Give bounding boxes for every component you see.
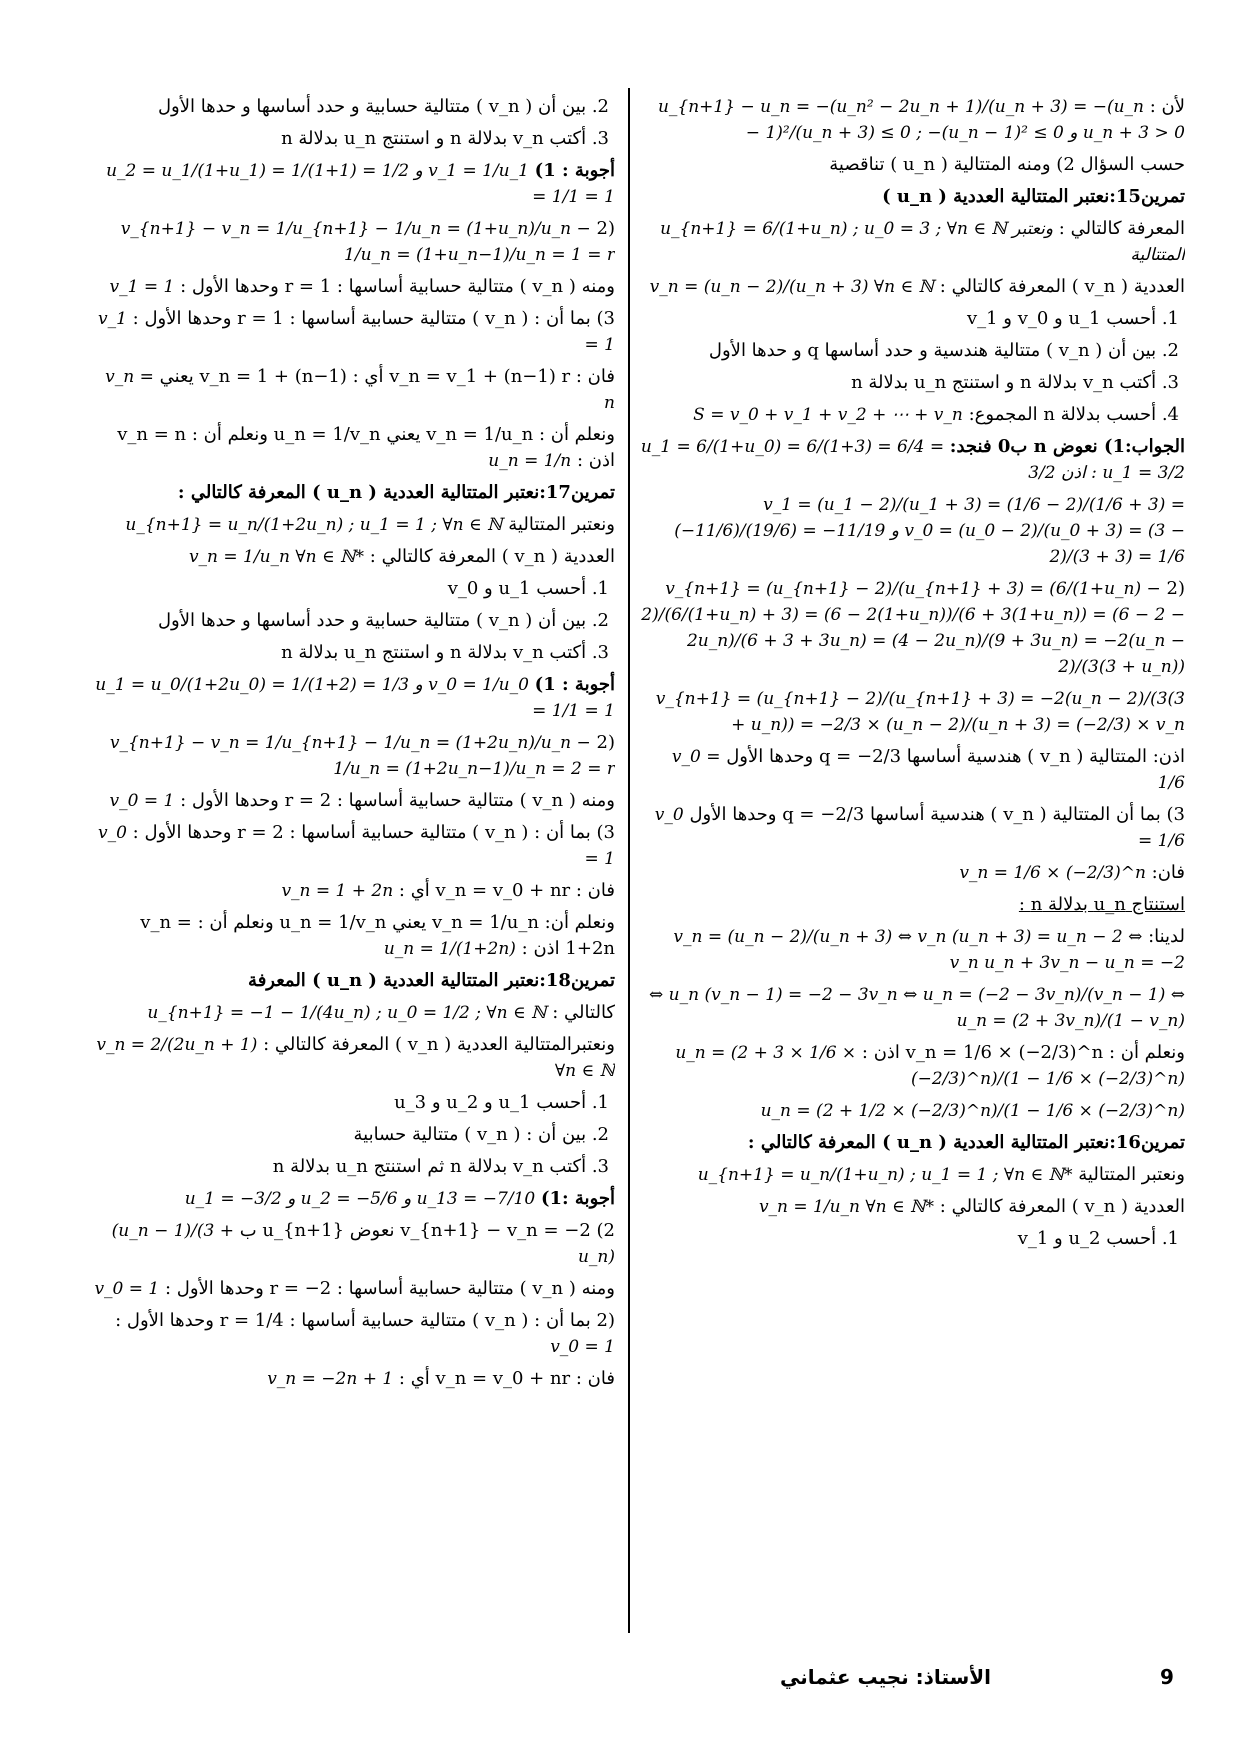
line-text: 1. أحسب u_1 و v_0 و v_1: [966, 308, 1179, 329]
formula: v_0 = 1/6: [671, 747, 1185, 793]
line-text: 2. بين أن ( v_n ) متتالية هندسية و حدد أساسها q و حدها الأول: [708, 340, 1179, 361]
line-text: 3) بما أن : ( v_n ) متتالية حسابية أساسها : r = 1 وحدها الأول :: [132, 308, 615, 329]
line-text: 3. أكتب v_n بدلالة n و استنتج u_n بدلالة n: [281, 642, 609, 663]
line-text: العددية ( v_n ) المعرفة كالتالي :: [939, 1196, 1185, 1217]
right-column-line: [640, 274, 1185, 300]
line-text: ومنه ( v_n ) متتالية حسابية أساسها : r = 2 وحدها الأول :: [180, 790, 615, 811]
right-column-line: [640, 216, 1185, 268]
line-text: ونعتبر المتتالية: [508, 514, 615, 535]
left-column-line: [90, 306, 615, 358]
right-column-line: [640, 1162, 1185, 1188]
line-text: تمرين16:نعتبر المتتالية العددية ( u_n ) المعرفة كالتالي :: [747, 1132, 1185, 1153]
formula: u_n = (2 + 1/2 × (−2/3)^n)/(1 − 1/6 × (−2/3)^n): [760, 1101, 1185, 1121]
formula: v_{n+1} − v_n = 1/u_{n+1} − 1/u_n = (1+u_n)/u_n − 1/u_n = (1+u_n−1)/u_n = 1 = r: [120, 219, 615, 265]
line-text: العددية ( v_n ) المعرفة كالتالي :: [369, 546, 615, 567]
line-text: حسب السؤال 2) ومنه المتتالية ( u_n ) تناقصية: [829, 154, 1185, 175]
left-column-line: [90, 820, 615, 872]
right-column-line: [640, 402, 1185, 428]
column-divider: [628, 88, 630, 1633]
line-text: 2) v_{n+1} − v_n = −2 نعوض u_{n+1} ب: [239, 1220, 615, 1241]
left-column-line: [90, 158, 615, 210]
formula: v_1 = (u_1 − 2)/(u_1 + 3) = (1/6 − 2)/(1/6 + 3) = (−11/6)/(19/6) = −11/19 و v_0 = (u_0 − 2)/(u_0 + 3) = (3 − 2)/(3 + 3) = 1/6: [674, 495, 1185, 567]
left-column-line: [90, 968, 615, 994]
formula: v_0 = 1: [109, 791, 175, 811]
line-text: 3. أكتب v_n بدلالة n ثم استنتج u_n بدلالة n: [272, 1156, 609, 1177]
line-text: اذن: المتتالية ( v_n ) هندسية أساسها q = −2/3 وحدها الأول: [726, 746, 1185, 767]
line-text: 2. بين أن : ( v_n ) متتالية حسابية: [353, 1124, 609, 1145]
right-column-line: [640, 434, 1185, 486]
line-text: 1. أحسب u_1 و v_0: [447, 578, 609, 599]
line-text: فان:: [1151, 862, 1185, 883]
formula: v_n = 2/(2u_n + 1) ∀n ∈ ℕ: [96, 1035, 615, 1081]
left-column-line: [90, 878, 615, 904]
right-column-line: [640, 982, 1185, 1034]
formula: v_n = (u_n − 2)/(u_n + 3) ∀n ∈ ℕ: [649, 277, 935, 297]
author-name: الأستاذ: نجيب عثماني: [780, 1665, 992, 1689]
formula: v_{n+1} − v_n = 1/u_{n+1} − 1/u_n = (1+2u_n)/u_n − 1/u_n = (1+2u_n−1)/u_n = 2 = r: [109, 733, 615, 779]
left-column: [90, 88, 615, 1633]
line-text: 2. بين أن ( v_n ) متتالية حسابية و حدد أساسها و حدها الأول: [157, 96, 609, 117]
line-text: 1. أحسب u_2 و v_1: [1017, 1228, 1179, 1249]
line-text: (2: [1166, 578, 1185, 599]
formula: u_n = (2 + 3 × 1/6 × (−2/3)^n)/(1 − 1/6 × (−2/3)^n): [675, 1043, 1185, 1089]
formula: (u_n − 1)/(3 + u_n): [111, 1221, 615, 1267]
right-column-line: [640, 1040, 1185, 1092]
left-column-line: [90, 364, 615, 416]
right-column-line: [640, 744, 1185, 796]
formula: u_1 = −3/2 و u_2 = −5/6 و u_13 = −7/10: [184, 1189, 536, 1209]
line-text: (2: [596, 218, 615, 239]
formula: v_n = 1/u_n ∀n ∈ ℕ*: [188, 547, 365, 567]
left-column-line: [90, 910, 615, 962]
line-text: لدينا:: [1148, 926, 1185, 947]
right-column-line: [640, 492, 1185, 570]
line-text: 3. أكتب v_n بدلالة n و استنتج u_n بدلالة n: [851, 372, 1179, 393]
formula: v_{n+1} = (u_{n+1} − 2)/(u_{n+1} + 3) = (6/(1+u_n) − 2)/(6/(1+u_n) + 3) = (6 − 2(1+u_n))/(6 + 3(1+u_n)) = (6 − 2 − 2u_n)/(6 + 3 + 3u_n) = (4 − 2u_n)/(9 + 3u_n) = −2(u_n − 2)/(3(3 + u_n)): [641, 579, 1185, 677]
line-text: كالتالي :: [552, 1002, 615, 1023]
left-column-line: [90, 1090, 615, 1116]
left-column-line: [90, 1000, 615, 1026]
formula: u_2 = u_1/(1+u_1) = 1/(1+1) = 1/2 و v_1 = 1/u_1 = 1/1 = 1: [106, 161, 615, 207]
right-column-line: [640, 686, 1185, 738]
left-column-line: [90, 544, 615, 570]
right-column-line: [640, 860, 1185, 886]
left-column-line: [90, 672, 615, 724]
line-text: أجوبة : 1): [534, 674, 615, 695]
left-column-line: [90, 422, 615, 474]
line-text: العددية ( v_n ) المعرفة كالتالي :: [939, 276, 1185, 297]
formula: u_{n+1} = u_n/(1+u_n) ; u_1 = 1 ; ∀n ∈ ℕ*: [697, 1165, 1073, 1185]
formula: u_{n+1} = u_n/(1+2u_n) ; u_1 = 1 ; ∀n ∈ ℕ: [125, 515, 503, 535]
formula: v_n = 1/u_n ∀n ∈ ℕ*: [758, 1197, 935, 1217]
left-column-line: [90, 576, 615, 602]
line-text: ونعلم أن : v_n = 1/6 × (−2/3)^n اذن :: [861, 1042, 1185, 1063]
left-column-line: [90, 1154, 615, 1180]
line-text: فان : v_n = v_1 + (n−1) r أي : v_n = 1 + (n−1) يعني: [159, 366, 615, 387]
right-column-line: [640, 370, 1185, 396]
formula: v_n = (u_n − 2)/(u_n + 3) ⇔ v_n (u_n + 3) = u_n − 2 ⇔ v_n u_n + 3v_n − u_n = −2: [673, 927, 1185, 973]
right-column-line: [640, 306, 1185, 332]
formula: u_{n+1} = −1 − 1/(4u_n) ; u_0 = 1/2 ; ∀n ∈ ℕ: [147, 1003, 547, 1023]
formula: v_n = n: [105, 367, 615, 413]
page-number: 9: [1160, 1665, 1174, 1689]
line-text: تمرين18:نعتبر المتتالية العددية ( u_n ) المعرفة: [248, 970, 615, 991]
formula: v_1 = 1: [109, 277, 175, 297]
left-column-line: [90, 640, 615, 666]
line-text: 1. أحسب u_1 و u_2 و u_3: [394, 1092, 609, 1113]
left-column-line: [90, 94, 615, 120]
line-text: 3) بما أن المتتالية ( v_n ) هندسية أساسها q = −2/3 وحدها الأول: [689, 804, 1185, 825]
formula: v_n = 1 + 2n: [281, 881, 394, 901]
line-text: الجواب:1) نعوض n ب0 فنجد:: [949, 436, 1185, 457]
formula: u_n = 1/(1+2n): [383, 939, 516, 959]
line-text: تمرين17:نعتبر المتتالية العددية ( u_n ) المعرفة كالتالي :: [177, 482, 615, 503]
line-text: 3) بما أن : ( v_n ) متتالية حسابية أساسها : r = 2 وحدها الأول :: [132, 822, 615, 843]
line-text: ونعلم أن : v_n = 1/u_n يعني u_n = 1/v_n ونعلم أن : v_n = n اذن :: [117, 424, 615, 471]
line-text: 2. بين أن ( v_n ) متتالية حسابية و حدد أساسها و حدها الأول: [157, 610, 609, 631]
left-column-line: [90, 216, 615, 268]
right-column-line: [640, 1194, 1185, 1220]
line-text: ونعتبرالمتتالية العددية ( v_n ) المعرفة كالتالي :: [263, 1034, 615, 1055]
left-column-line: [90, 1308, 615, 1360]
formula: u_1 = 6/(1+u_0) = 6/(1+3) = 6/4 = 3/2 اذن : u_1 = 3/2: [640, 437, 1185, 483]
line-text: المعرفة كالتالي :: [1058, 218, 1185, 239]
left-column-line: [90, 1276, 615, 1302]
formula: v_n = 1/6 × (−2/3)^n: [959, 863, 1146, 883]
formula: v_{n+1} = (u_{n+1} − 2)/(u_{n+1} + 3) = −2(u_n − 2)/(3(3 + u_n)) = −2/3 × (u_n − 2)/(u_n + 3) = (−2/3) × v_n: [655, 689, 1185, 735]
left-column-line: [90, 1186, 615, 1212]
line-text: (2 بما أن : ( v_n ) متتالية حسابية أساسها : r = 1/4 وحدها الأول :: [115, 1310, 615, 1331]
left-column-line: [90, 1032, 615, 1084]
left-column-line: [90, 512, 615, 538]
line-text: ونعلم أن: v_n = 1/u_n يعني u_n = 1/v_n ونعلم أن : v_n = 1+2n اذن :: [140, 912, 615, 959]
formula: v_n = −2n + 1: [267, 1369, 394, 1389]
line-text: 3. أكتب v_n بدلالة n و استنتج u_n بدلالة n: [281, 128, 609, 149]
line-text: 4. أحسب بدلالة n المجموع:: [968, 404, 1179, 425]
right-column-line: [640, 1098, 1185, 1124]
line-text: (2: [596, 732, 615, 753]
line-text: ونعتبر المتتالية: [1078, 1164, 1185, 1185]
right-column-line: [640, 576, 1185, 680]
formula: ⇔ u_n (v_n − 1) = −2 − 3v_n ⇔ u_n = (−2 − 3v_n)/(v_n − 1) ⇔ u_n = (2 + 3v_n)/(1 − v_n): [649, 985, 1185, 1031]
line-text: أجوبة :1): [540, 1188, 615, 1209]
line-text: ومنه ( v_n ) متتالية حسابية أساسها : r = −2 وحدها الأول :: [164, 1278, 615, 1299]
right-column-line: [640, 152, 1185, 178]
formula: u_n = 1/n: [488, 451, 572, 471]
right-column: [640, 88, 1185, 1633]
line-text: فان : v_n = v_0 + nr أي :: [398, 880, 615, 901]
formula: v_1 = 1: [98, 309, 615, 355]
right-column-line: [640, 338, 1185, 364]
left-column-line: [90, 1366, 615, 1392]
left-column-line: [90, 126, 615, 152]
line-text: أجوبة : 1): [534, 160, 615, 181]
formula: v_0 = 1: [98, 823, 615, 869]
line-text: استنتاج u_n بدلالة n :: [1018, 894, 1185, 915]
left-column-line: [90, 608, 615, 634]
right-column-line: [640, 802, 1185, 854]
line-text: ومنه ( v_n ) متتالية حسابية أساسها : r = 1 وحدها الأول :: [180, 276, 615, 297]
right-column-line: [640, 184, 1185, 210]
right-column-line: [640, 94, 1185, 146]
right-column-line: [640, 1226, 1185, 1252]
formula: v_0 = 1: [94, 1279, 160, 1299]
formula: u_{n+1} − u_n = −(u_n² − 2u_n + 1)/(u_n + 3) = −(u_n − 1)²/(u_n + 3) ≤ 0 ; −(u_n − 1)² ≤ 0 و u_n + 3 > 0: [657, 97, 1185, 143]
line-text: تمرين15:نعتبر المتتالية العددية ( u_n ): [882, 186, 1185, 207]
left-column-line: [90, 788, 615, 814]
right-column-line: [640, 892, 1185, 918]
right-column-line: [640, 1130, 1185, 1156]
line-text: لأن :: [1144, 96, 1185, 117]
formula: v_0 = 1/6: [654, 805, 1185, 851]
formula: v_0 = 1: [550, 1337, 615, 1357]
formula: u_{n+1} = 6/(1+u_n) ; u_0 = 3 ; ∀n ∈ ℕ ونعتبر المتتالية: [660, 219, 1185, 265]
right-column-line: [640, 924, 1185, 976]
left-column-line: [90, 1218, 615, 1270]
formula: u_1 = u_0/(1+2u_0) = 1/(1+2) = 1/3 و v_0 = 1/u_0 = 1/1 = 1: [95, 675, 615, 721]
left-column-line: [90, 274, 615, 300]
left-column-line: [90, 1122, 615, 1148]
left-column-line: [90, 480, 615, 506]
formula: S = v_0 + v_1 + v_2 + ⋯ + v_n: [693, 405, 963, 425]
left-column-line: [90, 730, 615, 782]
line-text: فان : v_n = v_0 + nr أي :: [398, 1368, 615, 1389]
